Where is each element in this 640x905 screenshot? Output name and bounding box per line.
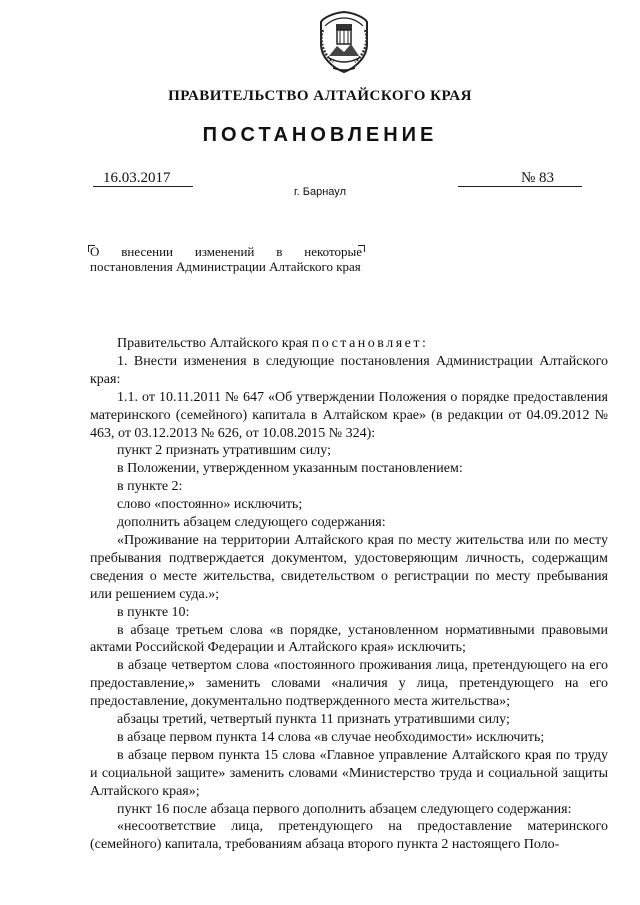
document-subject: О внесении изменений в некоторые постановления Администрации Алтайского края: [90, 244, 362, 274]
body-paragraph: пункт 16 после абзаца первого дополнить абзацем следующего содержания:: [117, 801, 572, 817]
body-paragraph: в абзаце первом пункта 15 слова «Главное управление Алтайского края по труду и социальной защите» заменить словами «Министерство труда и социальной защиты Алтайского края»;: [90, 747, 608, 799]
intro-verb: постановляет:: [311, 336, 429, 351]
body-paragraph: «несоответствие лица, претендующего на предоставление материнского (семейного) капитала, требованиям абзаца второго пункта 2 настоящего Поло-: [90, 819, 608, 853]
body-paragraph: в абзаце третьем слова «в порядке, установленном нормативными правовыми актами Российской Федерации и Алтайского края» исключить;: [90, 622, 608, 656]
body-paragraph: слово «постоянно» исключить;: [117, 497, 303, 513]
intro-prefix: Правительство Алтайского края: [117, 336, 312, 351]
intro-paragraph: [90, 335, 608, 353]
body-paragraph: в Положении, утвержденном указанным постановлением:: [117, 461, 463, 477]
body-paragraph: абзацы третий, четвертый пункта 11 признать утратившими силу;: [117, 712, 510, 728]
body-paragraph: в пункте 2:: [117, 479, 183, 495]
body-paragraph: «Проживание на территории Алтайского края по месту жительства или по месту пребывания подтверждается документом, удостоверяющим личность, содержащим сведения о месте жительства, свидетельством о регистрации по месту пребывания или решением суда.»;: [90, 532, 608, 602]
body-paragraph: 1. Внести изменения в следующие постановления Администрации Алтайского края:: [90, 353, 608, 387]
city-label: г. Барнаул: [294, 186, 346, 198]
document-type-title: ПОСТАНОВЛЕНИЕ: [202, 124, 438, 146]
document-number: № 83: [521, 170, 555, 186]
document-date: 16.03.2017: [103, 170, 171, 186]
body-paragraph: 1.1. от 10.11.2011 № 647 «Об утверждении Положения о порядке предоставления материнского (семейного) капитала в Алтайском крае» (в редакции от 04.09.2012 № 463, от 03.12.2013 № 626, от 10.08.2015 № 324):: [90, 389, 608, 441]
government-title: ПРАВИТЕЛЬСТВО АЛТАЙСКОГО КРАЯ: [168, 88, 472, 104]
altai-coat-of-arms-emblem: [315, 10, 373, 74]
document-body: [90, 335, 608, 854]
body-paragraph: в пункте 10:: [117, 604, 190, 620]
body-paragraph: в абзаце первом пункта 14 слова «в случае необходимости» исключить;: [117, 729, 545, 745]
body-paragraph: в абзаце четвертом слова «постоянного проживания лица, претендующего на его предоставление,» заменить словами «наличия у лица, претендующего на его предоставление, документально подтвержденного места жительства»;: [90, 658, 608, 710]
body-paragraph: пункт 2 признать утратившим силу;: [117, 443, 331, 459]
body-paragraph: дополнить абзацем следующего содержания:: [117, 515, 386, 531]
